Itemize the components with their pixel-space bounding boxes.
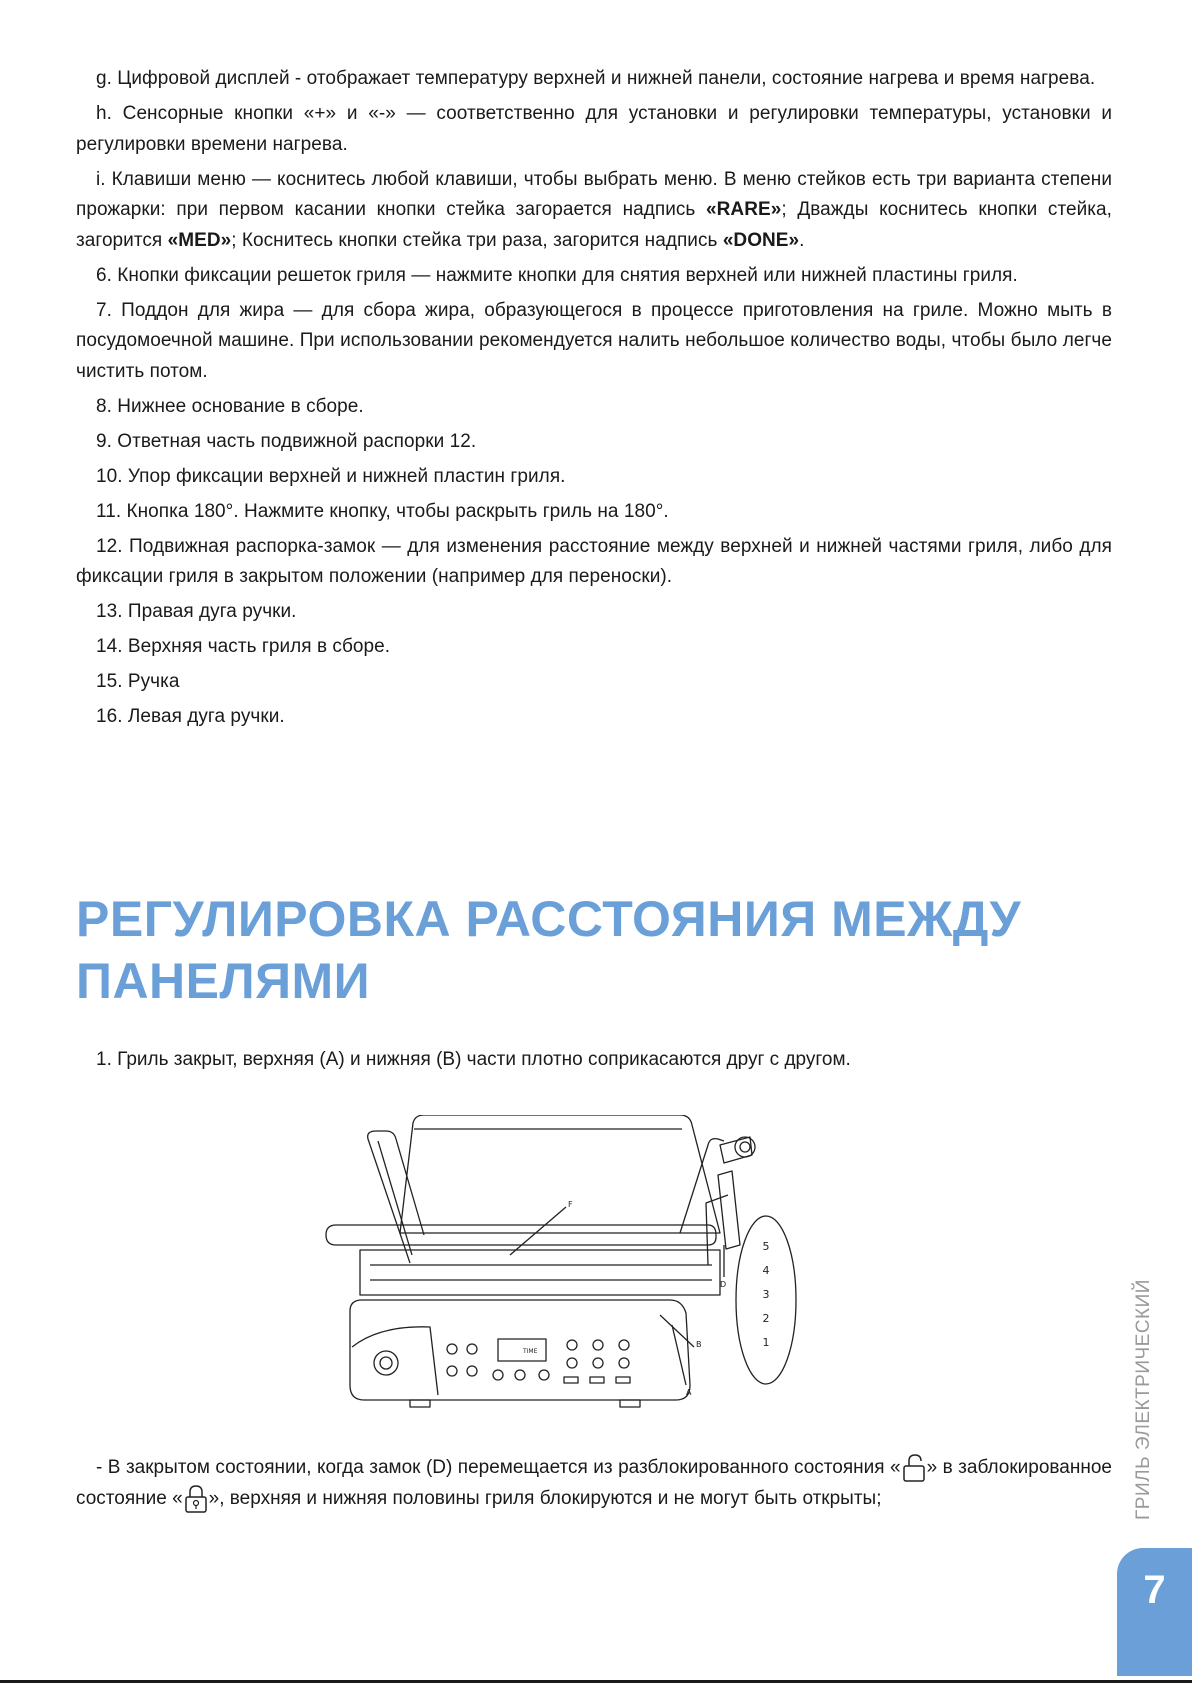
text-run: 8. Нижнее основание в сборе. — [96, 395, 364, 417]
section-title: РЕГУЛИРОВКА РАССТОЯНИЯ МЕЖДУ ПАНЕЛЯМИ — [76, 891, 1022, 1009]
bold-text: «DONE» — [722, 229, 800, 251]
paragraph — [76, 261, 1112, 292]
label-f: F — [568, 1200, 573, 1209]
paragraph — [76, 632, 1112, 663]
side-label: ГРИЛЬ ЭЛЕКТРИЧЕСКИЙ — [1133, 1279, 1154, 1520]
text-run: h. Сенсорные кнопки «+» и «-» — соответственно для установки и регулировки температуры, установки и регулировки времени нагрева. — [76, 103, 1112, 155]
text-run: 13. Правая дуга ручки. — [96, 601, 297, 622]
paragraph — [76, 667, 1112, 698]
label-a: A — [686, 1388, 692, 1397]
display-time-label: TIME — [523, 1348, 538, 1355]
grill-base — [350, 1300, 690, 1400]
right-handle-arc — [680, 1139, 724, 1233]
paragraph — [76, 296, 1112, 388]
label-b: B — [696, 1340, 702, 1349]
grill-lid — [400, 1115, 720, 1233]
handle-bar — [326, 1225, 716, 1245]
bold-text: «RARE» — [706, 199, 782, 220]
text-run: ; Коснитесь кнопки стейка три раза, загорится надпись — [231, 229, 723, 251]
text-run: 16. Левая дуга ручки. — [96, 706, 285, 727]
grill-illustration — [320, 1115, 840, 1415]
paragraph — [76, 597, 1112, 628]
text-run: 9. Ответная часть подвижной распорки 12. — [96, 430, 477, 452]
scale-5: 5 — [762, 1240, 770, 1253]
knob — [374, 1351, 398, 1375]
text-run: 6. Кнопки фиксации решеток гриля — нажмите кнопки для снятия верхней или нижней пластины гриля. — [96, 264, 1018, 286]
text-run: 7. Поддон для жира — для сбора жира, образующегося в процессе приготовления на гриле. Можно мыть в посудомоечной машине. При использовании рекомендуется налить небольшое количество воды, чтобы было легче чистить потом. — [76, 299, 1112, 382]
scale-4: 4 — [762, 1264, 770, 1277]
paragraph — [76, 99, 1112, 160]
lock-paragraph — [76, 1453, 1112, 1514]
paragraph — [76, 497, 1112, 528]
page-number: 7 — [1143, 1568, 1166, 1612]
paragraph — [76, 392, 1112, 423]
text-run: 10. Упор фиксации верхней и нижней пластин гриля. — [96, 465, 566, 487]
body-text — [76, 64, 1112, 737]
locked-icon — [183, 1484, 209, 1514]
lock-text-part1: - В закрытом состоянии, когда замок (D) перемещается из разблокированного состояния « — [96, 1457, 901, 1478]
lock-text-part3: », верхняя и нижняя половины гриля блокируются и не могут быть открыты; — [208, 1487, 882, 1509]
scale-1: 1 — [762, 1336, 770, 1349]
lock-text-part2: » в заблокированное состояние « — [76, 1457, 1112, 1509]
lower-plate — [360, 1250, 720, 1295]
page-number-tab — [1117, 1548, 1192, 1676]
paragraph — [76, 702, 1112, 733]
paragraph — [76, 165, 1112, 257]
text-run: 14. Верхняя часть гриля в сборе. — [96, 636, 391, 657]
paragraph — [76, 532, 1112, 593]
paragraph — [76, 427, 1112, 458]
label-d: D — [720, 1280, 727, 1289]
text-run: . — [799, 229, 805, 251]
text-run: 15. Ручка — [96, 671, 180, 692]
bold-text: «MED» — [167, 229, 232, 251]
bottom-rule — [0, 1680, 1192, 1683]
left-handle-arc — [368, 1131, 424, 1263]
scale-3: 3 — [762, 1288, 770, 1301]
text-run: i. Клавиши меню — коснитесь любой клавиши, чтобы выбрать меню. В меню стейков есть три варианта степени прожарки: при первом касании кнопки стейка загорается надпись — [76, 168, 1112, 220]
step-1-text: 1. Гриль закрыт, верхняя (А) и нижняя (В) части плотно соприкасаются друг с другом. — [96, 1049, 851, 1070]
unlocked-icon — [901, 1453, 927, 1483]
scale-2: 2 — [762, 1312, 770, 1325]
text-run: 11. Кнопка 180°. Нажмите кнопку, чтобы раскрыть гриль на 180°. — [96, 500, 669, 522]
text-run: g. Цифровой дисплей - отображает температуру верхней и нижней панели, состояние нагрева и время нагрева. — [96, 68, 1096, 89]
text-run: ; Дважды коснитесь кнопки стейка, загорится — [76, 199, 1113, 251]
paragraph — [76, 64, 1112, 95]
paragraph — [76, 462, 1112, 493]
text-run: 12. Подвижная распорка-замок — для изменения расстояние между верхней и нижней частями гриля, либо для фиксации гриля в закрытом положении (например для переноски). — [76, 535, 1112, 587]
